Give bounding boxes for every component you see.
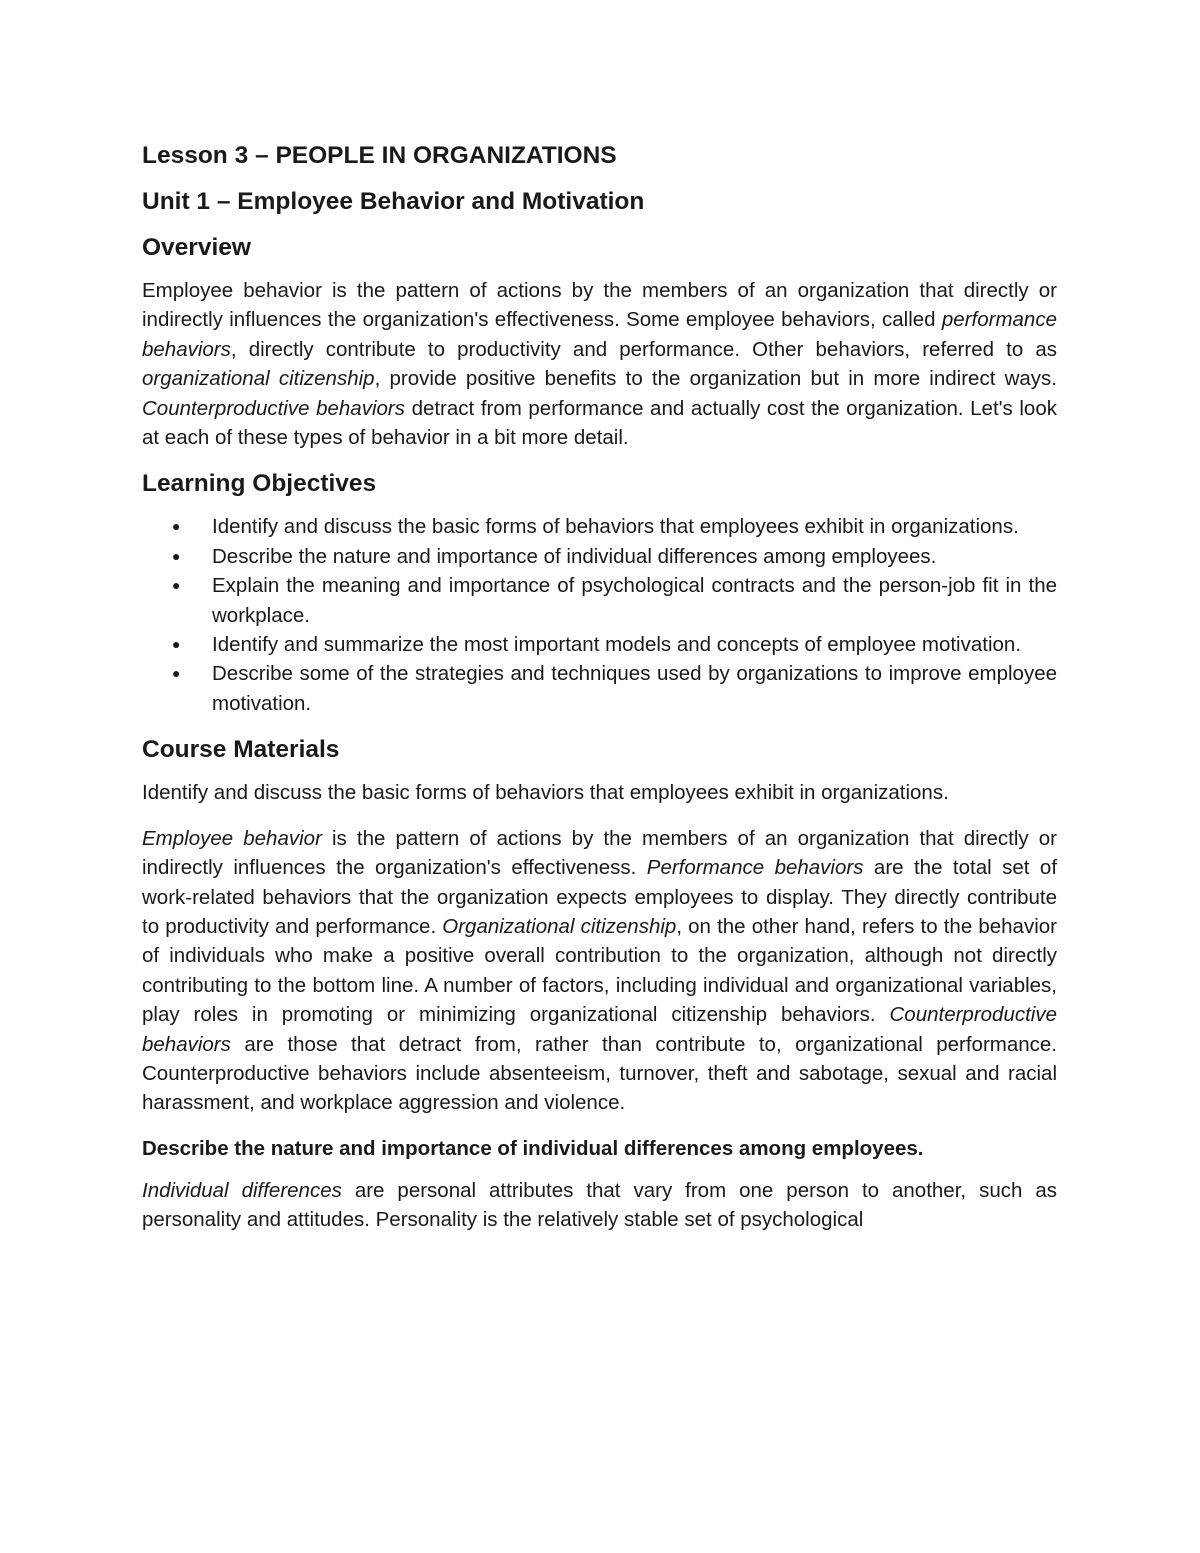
lesson-title: Lesson 3 – PEOPLE IN ORGANIZATIONS [142,142,617,169]
materials-intro: Identify and discuss the basic forms of behaviors that employees exhibit in organizations. [142,781,949,805]
individual-differences-paragraph [142,1176,1057,1235]
overview-text-3: , provide positive benefits to the organization but in more indirect ways. [374,367,1057,391]
overview-term-organizational-citizenship: organizational citizenship [142,367,375,391]
overview-paragraph [142,276,1057,452]
behaviors-paragraph [142,824,1057,1118]
overview-term-performance-behaviors: performance behaviors [142,308,1057,361]
objective-item: ● Identify and discuss the basic forms of behaviors that employees exhibit in organizations. [142,512,1057,541]
term-organizational-citizenship: Organizational citizenship [442,914,677,938]
individual-differences-text: are personal attributes that vary from one person to another, such as personality and attitudes. Personality is the relatively stable set of psychological [142,1178,1057,1232]
overview-text-4: detract from performance and actually cost the organization. Let's look at each of these types of behavior in a bit more detail. [142,396,1057,450]
objective-item: ● Identify and summarize the most important models and concepts of employee motivation. [142,630,1057,659]
term-individual-differences: Individual differences [142,1178,342,1202]
overview-heading: Overview [142,234,251,261]
behaviors-text-2: are the total set of work-related behaviors that the organization expects employees to display. They directly contribute to productivity and performance. [142,856,1058,938]
behaviors-text-4: are those that detract from, rather than contribute to, organizational performance. Counterproductive behaviors include absenteeism, turnover, theft and sabotage, sexual and racial harassment, and workplace aggression and violence. [142,1032,1057,1115]
objective-item: ● Describe some of the strategies and techniques used by organizations to improve employee motivation. [142,659,1057,718]
overview-text-2: , directly contribute to productivity and performance. Other behaviors, referred to as [230,337,1057,361]
objective-item: ● Explain the meaning and importance of psychological contracts and the person-job fit in the workplace. [142,571,1057,630]
learning-objectives-list [142,512,1057,718]
course-materials-heading: Course Materials [142,736,340,764]
individual-differences-heading: Describe the nature and importance of individual differences among employees. [142,1136,924,1160]
overview-term-counterproductive-behaviors: Counterproductive behaviors [142,396,405,420]
term-performance-behaviors: Performance behaviors [646,856,864,880]
behaviors-text-3: , on the other hand, refers to the behavior of individuals who make a positive overall contribution to the organization, although not directly contributing to the bottom line. A number of factors, including individual and organizational variables, play roles in promoting or minimizing organizational citizenship behaviors. [142,914,1057,1027]
overview-text-1: Employee behavior is the pattern of actions by the members of an organization that directly or indirectly influences the organization's effectiveness. Some employee behaviors, called [142,279,1057,332]
learning-objectives-heading: Learning Objectives [142,470,377,498]
objective-item: ● Describe the nature and importance of individual differences among employees. [142,542,1057,571]
term-counterproductive-behaviors: Counterproductive behaviors [142,1003,1057,1056]
term-employee-behavior: Employee behavior [142,826,322,850]
unit-title: Unit 1 – Employee Behavior and Motivation [142,188,645,215]
behaviors-text-1: is the pattern of actions by the members of an organization that directly or indirectly influences the organization's effectiveness. [142,826,1058,880]
